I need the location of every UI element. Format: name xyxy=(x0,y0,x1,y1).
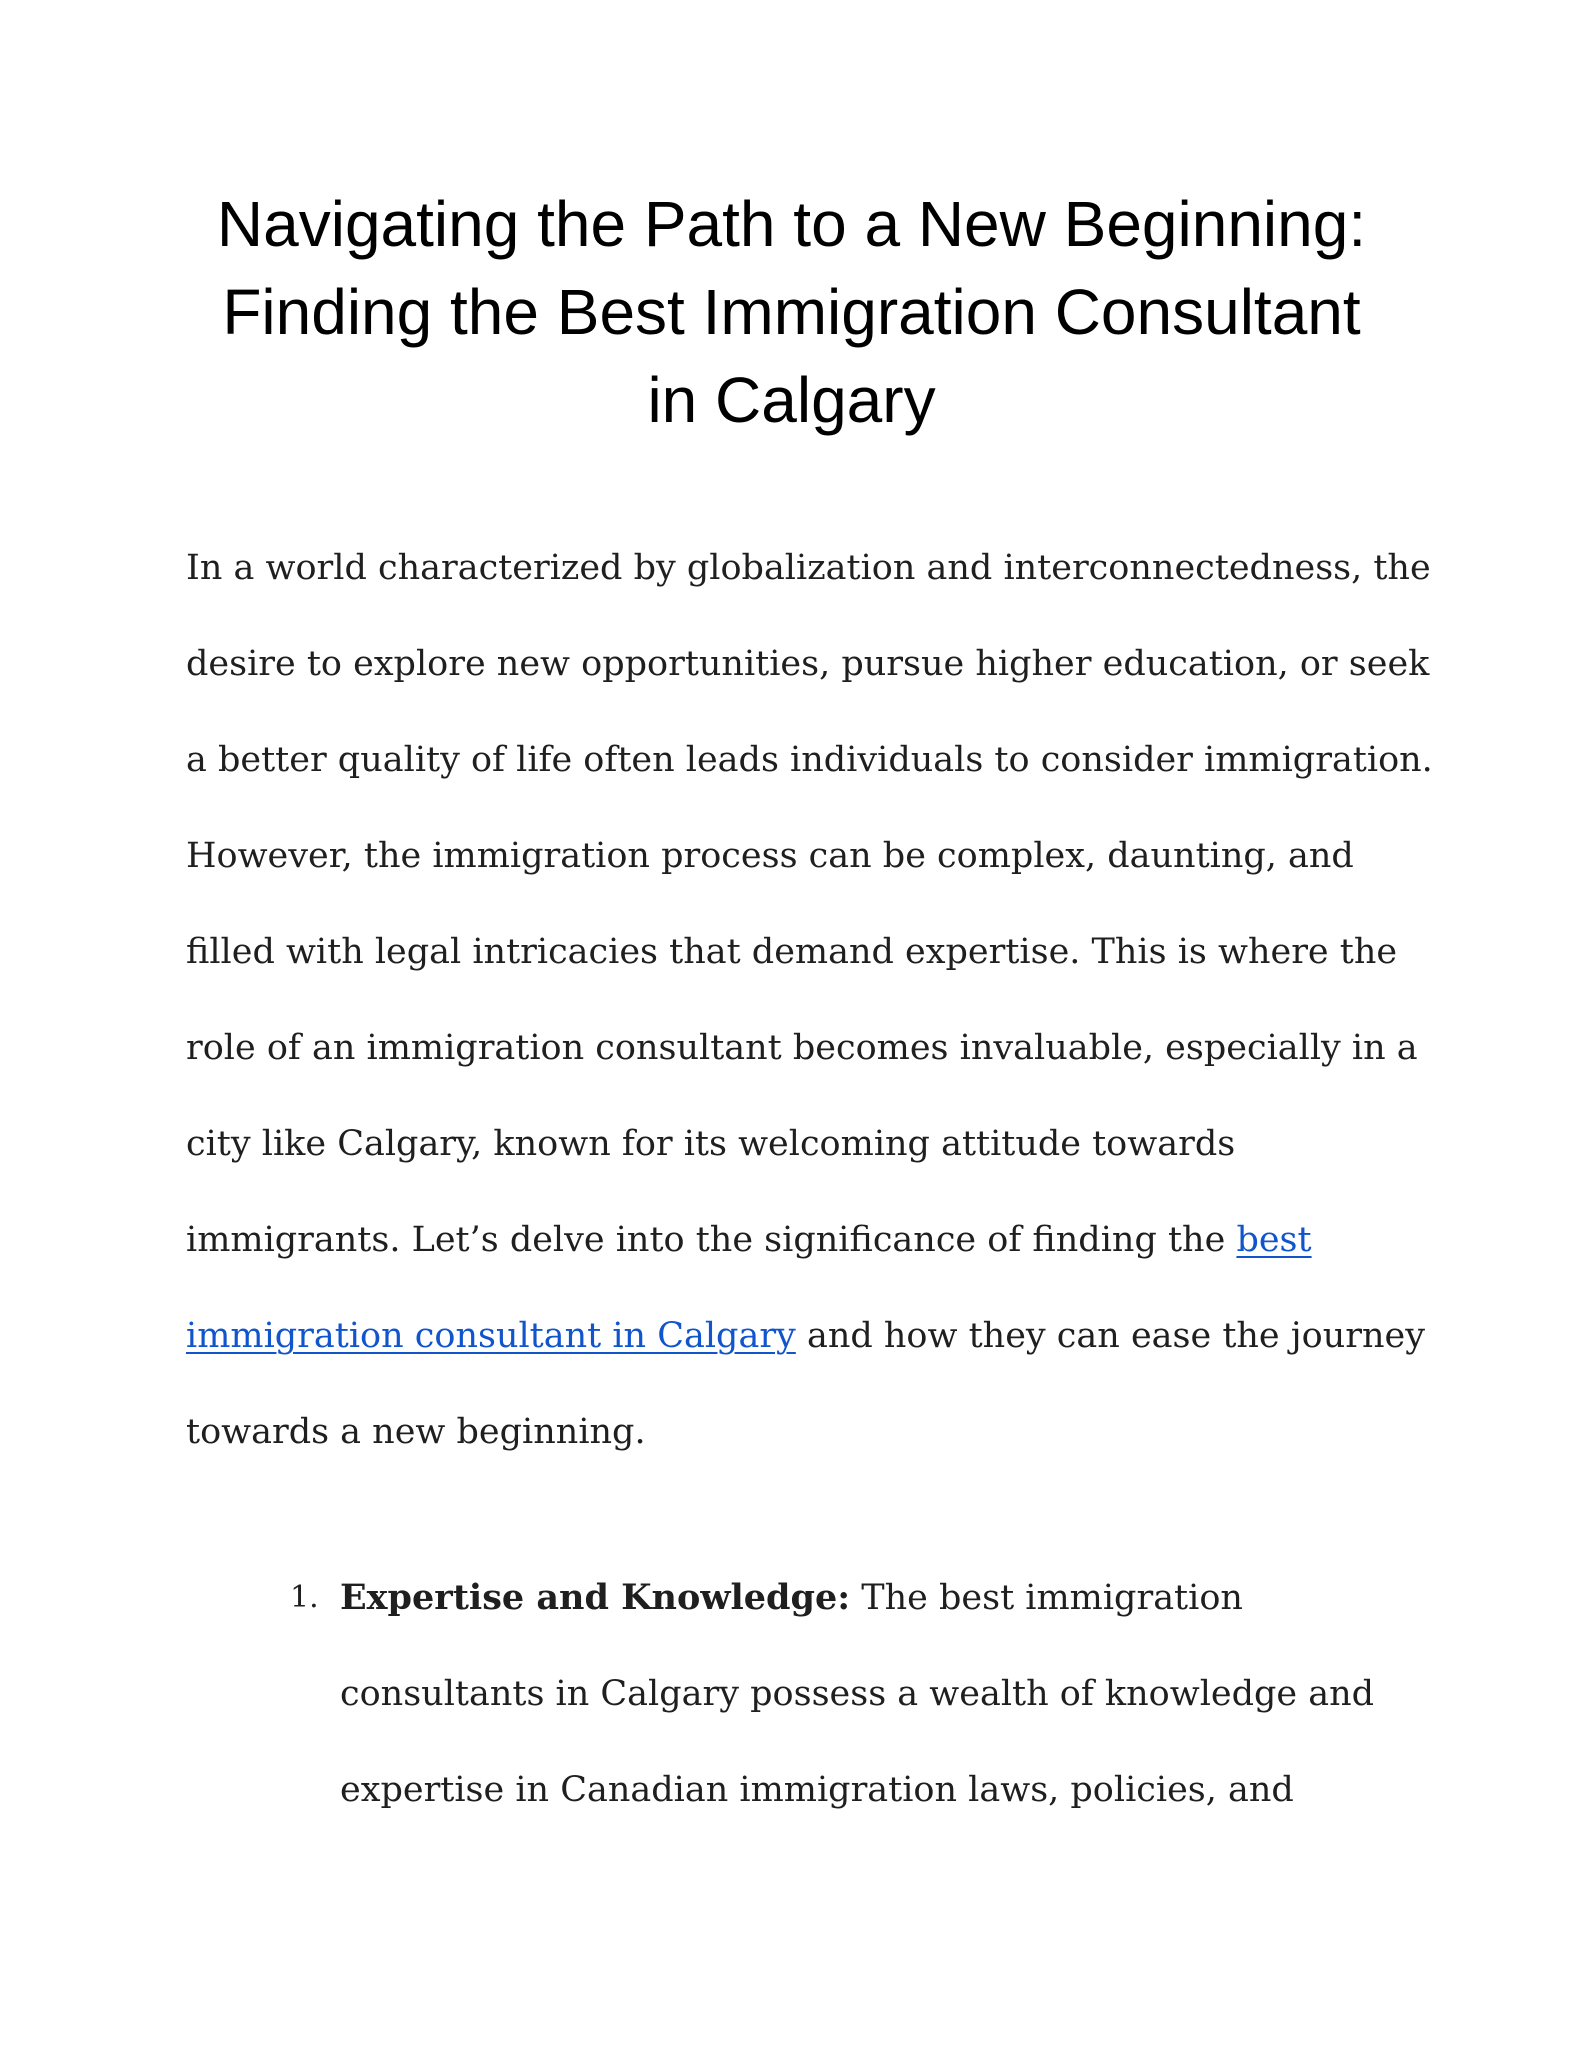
list-item-heading: Expertise and Knowledge: xyxy=(340,1577,851,1618)
best-consultant-link-part-2[interactable]: immigration consultant in Calgary xyxy=(186,1316,796,1356)
intro-line-8 xyxy=(186,1192,1416,1288)
list-item xyxy=(290,1550,1390,1838)
intro-line-8-text: immigrants. Let’s delve into the significance of finding the xyxy=(186,1220,1237,1260)
title-line-2: Finding the Best Immigration Consultant xyxy=(222,276,1361,348)
intro-line-9 xyxy=(186,1288,1425,1384)
list-item-line-1 xyxy=(340,1550,1390,1646)
intro-line-2: desire to explore new opportunities, pursue higher education, or seek xyxy=(186,644,1430,684)
list-item-number: 1. xyxy=(290,1580,319,1615)
list-item-line-3: expertise in Canadian immigration laws, policies, and xyxy=(340,1770,1294,1810)
intro-line-4: However, the immigration process can be complex, daunting, and xyxy=(186,836,1354,876)
list-item-content xyxy=(340,1550,1390,1838)
list-item-line-2: consultants in Calgary possess a wealth of knowledge and xyxy=(340,1674,1375,1714)
intro-line-3: a better quality of life often leads individuals to consider immigration. xyxy=(186,740,1433,780)
intro-line-6: role of an immigration consultant becomes invaluable, especially in a xyxy=(186,1028,1418,1068)
intro-line-9-text: and how they can ease the journey xyxy=(795,1316,1425,1356)
title-line-3: in Calgary xyxy=(647,364,936,436)
intro-line-7: city like Calgary, known for its welcoming attitude towards xyxy=(186,1124,1236,1164)
intro-line-5: filled with legal intricacies that demand expertise. This is where the xyxy=(186,932,1398,972)
intro-line-1: In a world characterized by globalization and interconnectedness, the xyxy=(186,548,1431,588)
best-consultant-link-part-1[interactable]: best xyxy=(1236,1220,1312,1260)
numbered-list xyxy=(290,1550,1390,1838)
intro-line-10: towards a new beginning. xyxy=(186,1412,646,1452)
title-line-1: Navigating the Path to a New Beginning: xyxy=(216,188,1367,260)
document-title xyxy=(170,180,1413,444)
intro-paragraph xyxy=(186,520,1433,1480)
list-item-line-1-text: The best immigration xyxy=(850,1578,1243,1618)
